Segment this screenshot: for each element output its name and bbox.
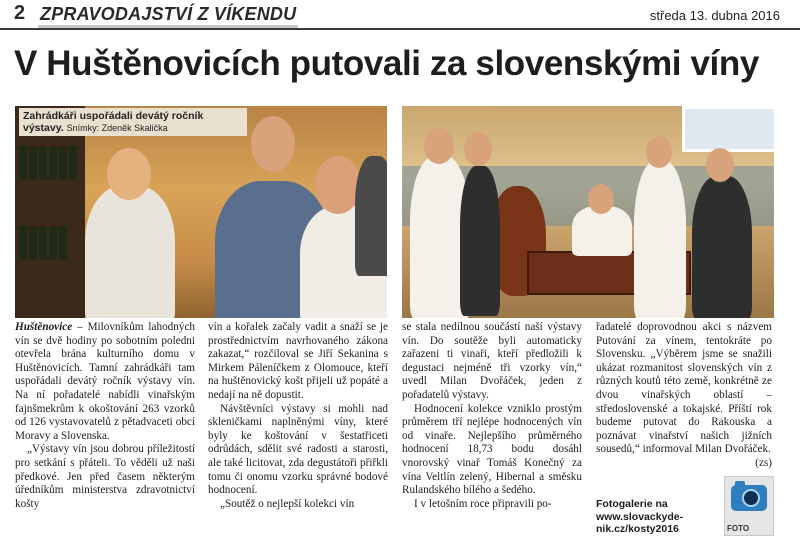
paragraph: se stala nedílnou součástí naší výstavy vín. Do soutěže byli automaticky zařazeni ti vinaři, kteří předložili k degustaci nejméně tři vzorky vín,“ uvedl Milan Dvořáček, jeden z pořadatelů výstavy. bbox=[402, 321, 582, 401]
foto-badge bbox=[724, 476, 774, 536]
paragraph: Návštěvníci výstavy si mohli nad skleničkami naplněnými víny, které byly ke koštování v šestatřiceti odrůdách, sdělit své radosti a starosti, ale také licitovat, zda degustátoři přiřkli tomu či onomu vzorku správné bodové hodnocení. bbox=[208, 402, 388, 497]
photo-credit: Snímky: Zdeněk Skalička bbox=[66, 123, 168, 133]
photo-wine-tasting bbox=[15, 106, 387, 318]
gallery-label: Fotogalerie na bbox=[596, 498, 668, 510]
section-title: ZPRAVODAJSTVÍ Z VÍKENDU bbox=[40, 4, 297, 24]
paragraph: vín a kořalek začaly vadit a snaží se je prostřednictvím navrhovaného zákona zakazat,“ rozčiloval se Jiří Sekanina s Mirkem Páleníčkem z Olomouce, kteří na huštěnovický košt přijeli už popáté a nedají na ně dopustit. bbox=[208, 321, 388, 401]
paragraph: I v letošním roce připravili po- bbox=[414, 497, 552, 510]
gallery-link[interactable]: www.slovackydenik.cz/kosty2016 bbox=[596, 510, 684, 535]
paragraph: řadatelé doprovodnou akci s názvem Putování za vínem, tentokráte po Slovensku. „Výběrem jsme se snažili ukázat rozmanitost slovenských vín z různých koutů této země, konkrétně ze dvou vinařských oblastí – středoslovenské a tokajské. Příští rok budeme putovat do Rakouska a poznávat vinařství našich jižních sousedů,“ informoval Milan Dvořáček. bbox=[596, 321, 772, 456]
article-column-2 bbox=[208, 321, 388, 511]
photo-caption bbox=[19, 108, 247, 136]
author-signature: (zs) bbox=[755, 456, 772, 469]
paragraph: – Milovníkům lahodných vín se dvě hodiny po sobotním poledni otevřela brána kulturního domu v Huštěnovicích. Tamní zahrádkáři tam uspořádali devátý ročník výstavy vín. Na ní pořadatelé nabídli vinařským fajnšmekrům k okoštování 263 vzorků od 126 vystavovatelů z pětadvaceti obcí Moravy a Slovenska. bbox=[15, 321, 195, 442]
page-header bbox=[0, 0, 800, 30]
article-column-4 bbox=[596, 321, 772, 471]
paragraph: „Výstavy vín jsou dobrou příležitostí pro setkání s přáteli. To věděli už naši předkové. Jen před časem některým úředníkům ministerstva zdravotnictví košty bbox=[15, 443, 195, 510]
paragraph: Hodnocení kolekce vzniklo prostým průměrem tří nejlépe hodnocených vín od vinaře. Nejlepšího průměrného hodnocení 18,73 bodu dosáhl vnorovský vinař Tomáš Konečný za vína Veltlín zelený, Hibernal a směsku Rulandského bílého a šedého. bbox=[402, 402, 582, 497]
article-dateline: Huštěnovice bbox=[15, 321, 73, 333]
article-column-3 bbox=[402, 321, 582, 511]
photo-gallery-promo bbox=[596, 498, 714, 536]
page-number: 2 bbox=[14, 2, 26, 24]
foto-badge-label: FOTO bbox=[727, 524, 750, 533]
wine-shelf bbox=[15, 106, 85, 318]
article-column-1 bbox=[15, 321, 195, 511]
issue-date: středa 13. dubna 2016 bbox=[649, 8, 780, 23]
paragraph: „Soutěž o nejlepší kolekci vín bbox=[220, 497, 355, 510]
section-underline bbox=[38, 25, 298, 28]
caption-text: Zahrádkáři uspořádali devátý ročník výstavy. bbox=[23, 110, 204, 134]
camera-icon bbox=[731, 485, 767, 511]
article-headline: V Huštěnovicích putovali za slovenskými víny bbox=[14, 44, 759, 83]
photo-cimbalom-band bbox=[402, 106, 774, 318]
